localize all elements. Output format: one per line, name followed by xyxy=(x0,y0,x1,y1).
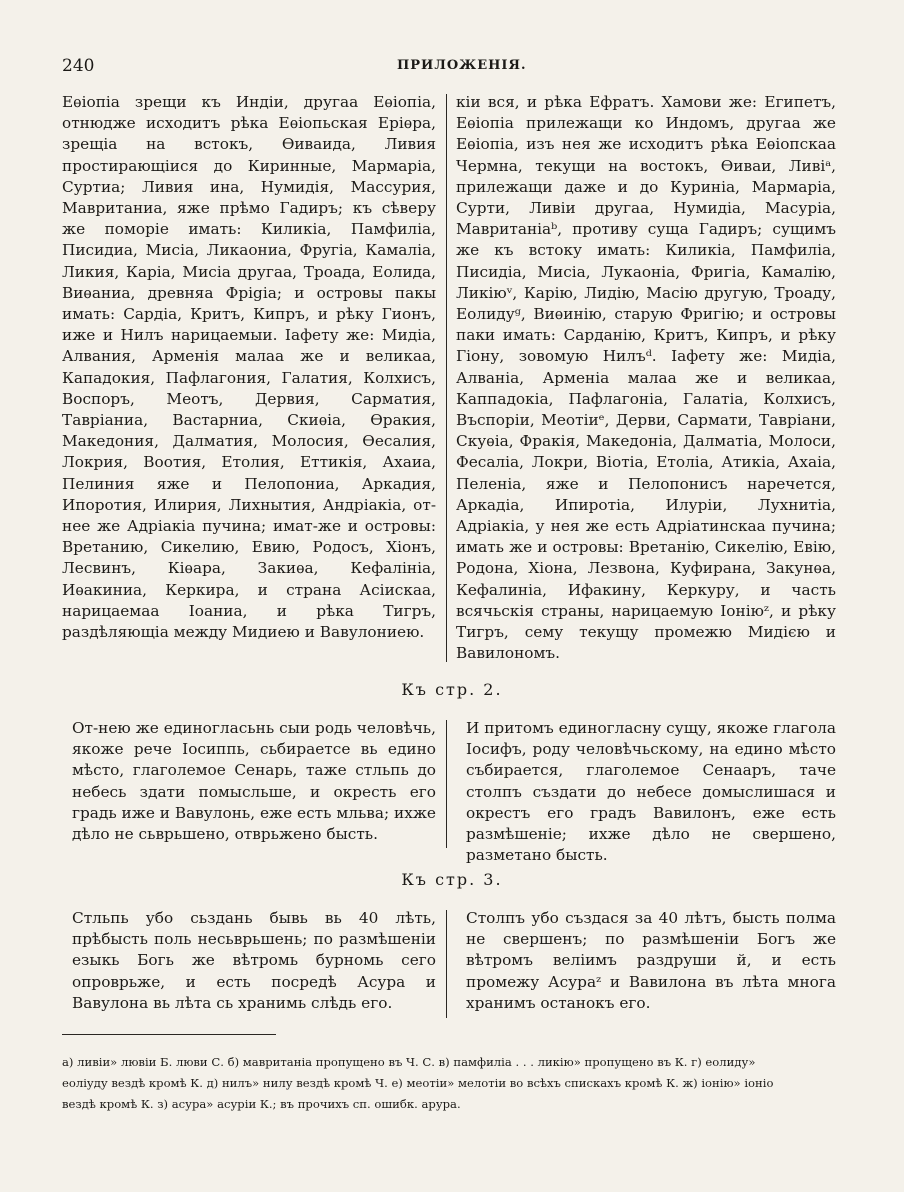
section3-right-column xyxy=(466,908,836,1014)
column-divider xyxy=(446,720,447,848)
running-title: ПРИЛОЖЕНІЯ. xyxy=(397,58,527,73)
section2-left-text: От-нею же единогласьнь сыи родь человѣчь, якоже рече Іосиппь, сьбираетсе вь едино мѣсто, глаголемое Сенарь, таже стльпь до небесь здати помысльше, и окресть его градь иже и Вавулонь, еже есть мльва; ихже дѣло не сьврьшено, отврьжено бысть. xyxy=(72,719,436,844)
column-divider xyxy=(446,94,447,662)
section1-left-text: Еѳіопіа зрещи къ Индіи, другаа Еѳіопіа, отнюдже исходитъ рѣка Еѳіопьская Ерiѳра, зрещіа на встокъ, Ѳиваида, Ливия простирающіися до Киринные, Мармаріа, Суртиа; Ливия ина, Нумидія, Массурия, Мавританиа, яже прѣмо Гадиръ; къ сѣверу же поморіе имать: Киликіа, Памфиліа, Писидиа, Мисіа, Ликаониа, Фрyгіа, Камаліа, Ликия, Каріа, Мисіа другаа, Троада, Еолида, Виѳаниа, древняа Фрigіа; и островы пакы имать: Сардіа, Критъ, Кипръ, и рѣку Гионъ, иже и Нилъ нарицаемыи. Іафету же: Мидіа, Алвания, Арменія малаа же и великаа, Кападокия, Пафлагония, Галатия, Колхисъ, Воспоръ, Меотъ, Дервия, Сарматия, Тавріаниа, Вастарниа, Скиѳіа, Ѳракия, Македония, Далматия, Молосия, Ѳесалия, Локрия, Воотия, Етолия, Еттикія, Ахаиа, Пелиния яже и Пелопониа, Аркадия, Ипоротия, Илирия, Лихнытия, Андріакіа, от-нее же Адріакіа пучина; имат-же и островы: Вретанию, Сикелию, Евию, Родосъ, Хiонъ, Лесвинъ, Кiѳара, Закиѳа, Кефалініа, Иѳакиниа, Керкира, и страна Асiискаа, нарицаемаа Іоаниа, и рѣка Тигръ, раздѣляющіа между Мидиею и Вавулониею. xyxy=(62,93,436,642)
section3-left-column xyxy=(72,908,436,1014)
column-divider xyxy=(446,910,447,1018)
section2-heading: Къ стр. 2. xyxy=(401,680,503,699)
section1-right-column xyxy=(456,92,836,664)
page-number: 240 xyxy=(62,56,95,76)
section2-right-text: И притомъ единогласну сущу, якоже глагола Іосифъ, роду человѣчьскому, на едино мѣсто събирается, глаголемое Сенааръ, таче столпъ създати до небесе домыслишася и окрестъ его градъ Вавилонъ, еже есть размѣшеніе; ихже дѣло не свершено, разметано бысть. xyxy=(466,719,836,865)
section3-right-text: Столпъ убо създася за 40 лѣтъ, бысть полма не свершенъ; по размѣшеніи Богъ же вѣтромъ велiимъ раздруши й, и есть промежу Асураᶻ и Вавилона въ лѣта многа хранимъ останокъ его. xyxy=(466,909,836,1012)
footnote-line: еолiуду вездѣ кромѣ К. д) нилъ» нилу вездѣ кромѣ Ч. е) меотiи» мелотiи во всѣхъ спискахъ кромѣ К. ж) іонію» іоніо xyxy=(62,1076,774,1090)
footnote-line: а) ливіи» лювіи Б. люви С. б) мавританіа пропущено въ Ч. С. в) памфиліа . . . ликію» пропущено въ К. г) еолиду» xyxy=(62,1055,756,1069)
section2-left-column xyxy=(72,718,436,845)
footnote-rule xyxy=(62,1034,276,1035)
section3-heading: Къ стр. 3. xyxy=(401,870,503,889)
section1-left-column xyxy=(62,92,436,643)
section1-right-text: кiи вся, и рѣка Ефратъ. Хамови же: Египетъ, Еѳіопіа прилежащи ко Индомъ, другаа же Еѳіопіа, изъ нея же исходитъ рѣка Еѳіопскаа Чермна, текущи на востокъ, Ѳиваи, Ливіᵃ, прилежащи даже и до Куриніа, Мармаріа, Сурти, Ливіи другаа, Нумидіа, Масуріа, Мавританіаᵇ, противу суща Гадиръ; сущимъ же къ встоку имать: Киликіа, Памфиліа, Писидіа, Мисіа, Лукаоніа, Фригіа, Камалію, Ликіюᵛ, Карію, Лидію, Масію другую, Троаду, Еолидуᵍ, Виѳинію, старую Фригію; и островы паки имать: Сарданію, Критъ, Кипръ, и рѣку Гіону, зовомую Нилъᵈ. Іафету же: Мидіа, Алваніа, Арменіа малаа же и великаа, Каппадокіа, Пафлагоніа, Галатіа, Колхисъ, Въспоріи, Меотіиᵉ, Дерви, Сармати, Тавріани, Скуѳіа, Фракія, Македоніа, Далматіа, Молоси, Фесаліа, Локри, Віотіа, Етоліа, Атикіа, Ахаіа, Пеленіа, яже и Пелопонисъ наречется, Аркадіа, Ипиротіа, Илурiи, Лухнитіа, Адріакіа, у нея же есть Адріатинскаа пучина; имать же и островы: Вретанію, Сикелію, Евію, Родона, Хiона, Лезвона, Куфирана, Закунѳа, Кефалиніа, Ифакину, Керкуру, и часть всячьскія страны, нарицаемую Іоніюᶻ, и рѣку Тигръ, сему текущу промежю Мидією и Вавилономъ. xyxy=(456,93,836,663)
section3-left-text: Стльпь убо сьздань бывь вь 40 лѣть, прѣбысть поль несьврьшень; по размѣшеніи езыкь Богь же вѣтромь бурномь сего опроврьже, и есть посредѣ Асура и Вавулона вь лѣта сь хранимь слѣдь его. xyxy=(72,909,436,1012)
footnote-line: вездѣ кромѣ К. з) асура» асурiи К.; въ прочихъ сп. ошибк. арура. xyxy=(62,1097,461,1111)
section2-right-column xyxy=(466,718,836,866)
footnotes xyxy=(62,1052,838,1115)
page-header xyxy=(62,56,832,80)
